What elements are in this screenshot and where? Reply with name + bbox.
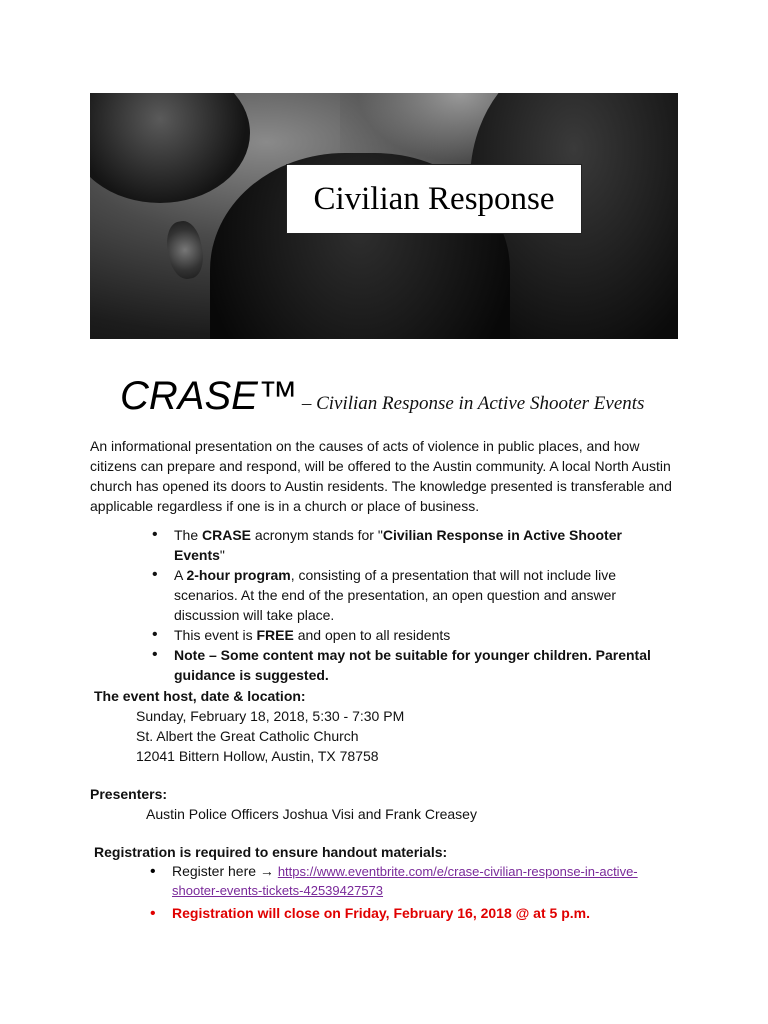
bullet-bold-text: FREE (256, 627, 294, 643)
list-item (152, 645, 672, 685)
bullet-bold-text: 2-hour program (186, 567, 291, 583)
registration-close-notice: Registration will close on Friday, February 16, 2018 @ at 5 p.m. (172, 905, 590, 921)
presenter-names: Austin Police Officers Joshua Visi and Frank Creasey (146, 806, 477, 822)
list-item (150, 904, 670, 923)
bullet-text: acronym stands for " (251, 527, 383, 543)
heading-subtitle: – Civilian Response in Active Shooter Events (301, 393, 645, 414)
event-venue: St. Albert the Great Catholic Church (136, 728, 359, 744)
event-section-label: The event host, date & location: (94, 688, 306, 704)
event-address: 12041 Bittern Hollow, Austin, TX 78758 (136, 748, 379, 764)
registration-link[interactable]: https://www.eventbrite.com/e/crase-civilian-response-in-active-shooter-events-tickets-42539427573 (172, 864, 638, 898)
bullet-text: A (174, 567, 187, 583)
banner-title: Civilian Response (286, 164, 582, 234)
page-heading (120, 374, 644, 419)
presenters-label: Presenters: (90, 786, 168, 802)
registration-label: Registration is required to ensure handout materials: (94, 844, 448, 860)
bullet-bold-text: CRASE (202, 527, 252, 543)
officer-helmet-silhouette (90, 93, 250, 203)
bullet-text: " (219, 547, 225, 563)
bullet-text: The (174, 527, 203, 543)
registration-list (150, 862, 670, 923)
list-item (150, 862, 670, 900)
list-item (152, 625, 672, 645)
register-text: Register here → (172, 863, 278, 879)
intro-paragraph: An informational presentation on the causes of acts of violence in public places, and how citizens can prepare and respond, will be offered to the Austin community. A local North Austin church has opened its doors to Austin residents. The knowledge presented is transferable and applicable regardless if one is in a church or place of business. (90, 438, 672, 514)
info-bullet-list (152, 525, 672, 685)
bullet-text: and open to all residents (293, 627, 451, 643)
bullet-text: , consisting of a presentation that will not include live scenarios. At the end of the presentation, an open question and answer discussion will take place. (174, 567, 617, 623)
bullet-text: This event is (174, 627, 257, 643)
list-item (152, 525, 672, 565)
bullet-bold-text: Civilian Response in Active Shooter Events (174, 527, 622, 563)
shoulder-patch-icon (163, 218, 207, 281)
event-date: Sunday, February 18, 2018, 5:30 - 7:30 PM (136, 708, 405, 724)
list-item (152, 565, 672, 625)
heading-main: CRASE™ (120, 374, 298, 418)
bullet-bold-text: Note – Some content may not be suitable for younger children. Parental guidance is suggested. (174, 647, 651, 683)
